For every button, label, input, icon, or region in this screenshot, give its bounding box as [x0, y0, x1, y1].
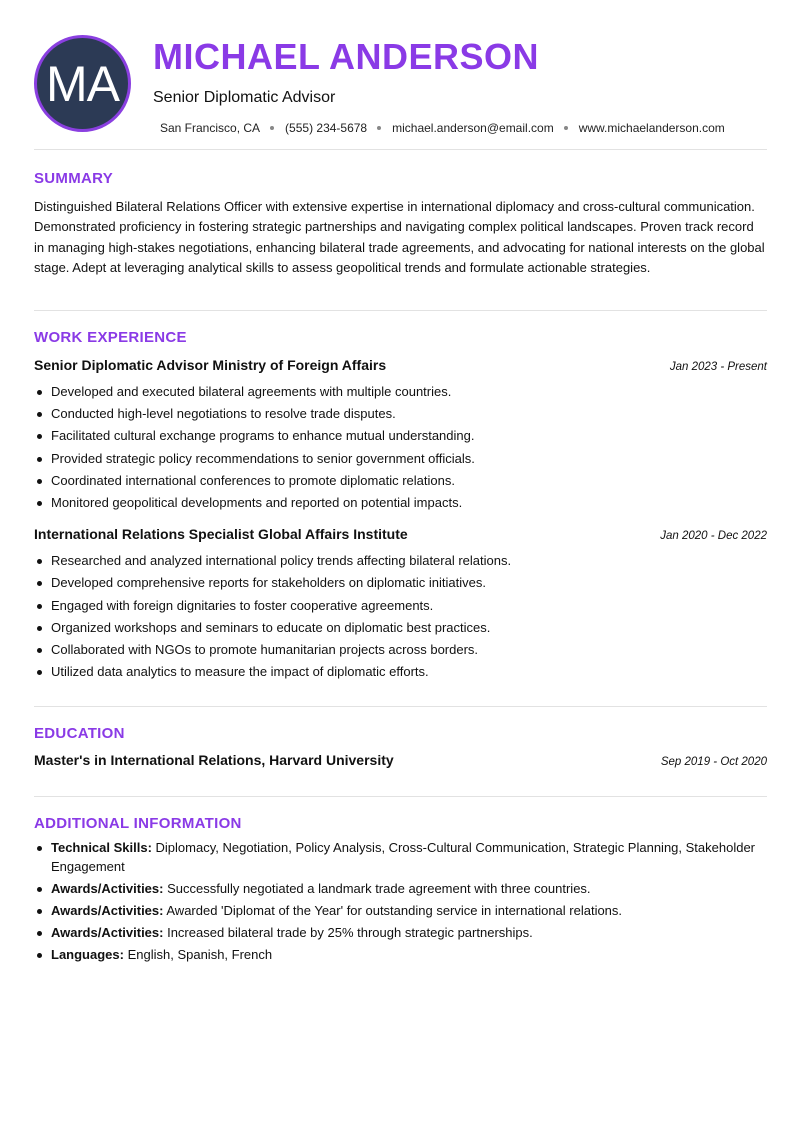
additional-info-heading: ADDITIONAL INFORMATION — [34, 815, 242, 832]
contact-email[interactable]: michael.anderson@email.com — [392, 121, 554, 135]
additional-info-section — [34, 797, 767, 964]
job-date: Jan 2023 - Present — [669, 361, 767, 373]
item-text: English, Spanish, French — [123, 946, 273, 962]
item-label: Awards/Activities: — [51, 902, 164, 918]
contact-info — [160, 120, 725, 136]
job-bullets — [34, 550, 767, 683]
contact-location: San Francisco, CA — [160, 121, 261, 135]
summary-heading: SUMMARY — [34, 170, 114, 187]
contact-website[interactable]: www.michaelanderson.com — [578, 121, 725, 135]
job-bullet: Conducted high-level negotiations to resolve trade disputes. — [34, 403, 767, 425]
avatar — [34, 35, 131, 132]
item-label: Languages: — [51, 946, 124, 962]
item-text: Diplomacy, Negotiation, Policy Analysis, Cross-Cultural Communication, Strategic Planning, Stakeholder Engagement — [51, 840, 756, 874]
job-bullet: Developed comprehensive reports for stakeholders on diplomatic initiatives. — [34, 572, 767, 594]
candidate-title: Senior Diplomatic Advisor — [153, 89, 336, 106]
item-label: Awards/Activities: — [51, 924, 164, 940]
additional-info-item — [34, 880, 767, 899]
education-date: Sep 2019 - Oct 2020 — [660, 756, 767, 768]
contact-phone: (555) 234-5678 — [285, 121, 368, 135]
additional-info-item — [34, 839, 767, 876]
additional-info-item — [34, 902, 767, 921]
job-date: Jan 2020 - Dec 2022 — [660, 530, 767, 543]
job-header — [34, 357, 767, 377]
candidate-name: MICHAEL ANDERSON — [153, 36, 540, 77]
job-bullet: Developed and executed bilateral agreements with multiple countries. — [34, 381, 767, 403]
job-entry — [34, 526, 767, 683]
job-entry — [34, 357, 767, 514]
item-label: Awards/Activities: — [51, 880, 164, 896]
job-title: International Relations Specialist Global Affairs Institute — [34, 526, 408, 543]
separator-dot — [270, 126, 274, 130]
resume-header — [34, 0, 767, 150]
job-bullet: Coordinated international conferences to promote diplomatic relations. — [34, 470, 767, 492]
additional-info-item — [34, 924, 767, 943]
job-title: Senior Diplomatic Advisor Ministry of Foreign Affairs — [34, 357, 387, 373]
education-entry — [34, 752, 767, 768]
item-label: Technical Skills: — [51, 840, 152, 855]
job-header — [34, 526, 767, 546]
item-text: Successfully negotiated a landmark trade agreement with three countries. — [163, 880, 591, 896]
job-bullets — [34, 381, 767, 514]
job-bullet: Facilitated cultural exchange programs to enhance mutual understanding. — [34, 425, 767, 447]
work-experience-section — [34, 311, 767, 707]
summary-text: Distinguished Bilateral Relations Officer with extensive expertise in international diplomacy and cross-cultural communication. Demonstrated proficiency in fostering strategic partnerships and navigating complex political landscapes. Proven track record in managing high-stakes negotiations, enhancing bilateral trade agreements, and advocating for national interests on the global stage. Adept at leveraging analytical skills to assess geopolitical trends and formulate actionable strategies. — [34, 199, 765, 276]
job-bullet: Utilized data analytics to measure the impact of diplomatic efforts. — [34, 661, 767, 683]
job-bullet: Organized workshops and seminars to educate on diplomatic best practices. — [34, 617, 767, 639]
education-section — [34, 707, 767, 797]
job-bullet: Monitored geopolitical developments and reported on potential impacts. — [34, 492, 767, 514]
item-text: Increased bilateral trade by 25% through strategic partnerships. — [163, 924, 533, 940]
education-heading: EDUCATION — [34, 725, 125, 742]
job-bullet: Collaborated with NGOs to promote humanitarian projects across borders. — [34, 639, 767, 661]
job-bullet: Engaged with foreign dignitaries to foster cooperative agreements. — [34, 595, 767, 617]
summary-section — [34, 150, 767, 311]
avatar-initials: MA — [46, 55, 119, 112]
work-experience-heading: WORK EXPERIENCE — [34, 329, 187, 346]
additional-info-list — [34, 839, 767, 964]
item-text: Awarded 'Diplomat of the Year' for outstanding service in international relations. — [163, 902, 623, 918]
job-bullet: Provided strategic policy recommendations to senior government officials. — [34, 448, 767, 470]
job-bullet: Researched and analyzed international policy trends affecting bilateral relations. — [34, 550, 767, 572]
separator-dot — [377, 126, 381, 130]
education-degree: Master's in International Relations, Harvard University — [34, 752, 394, 768]
separator-dot — [564, 126, 568, 130]
additional-info-item — [34, 946, 767, 965]
